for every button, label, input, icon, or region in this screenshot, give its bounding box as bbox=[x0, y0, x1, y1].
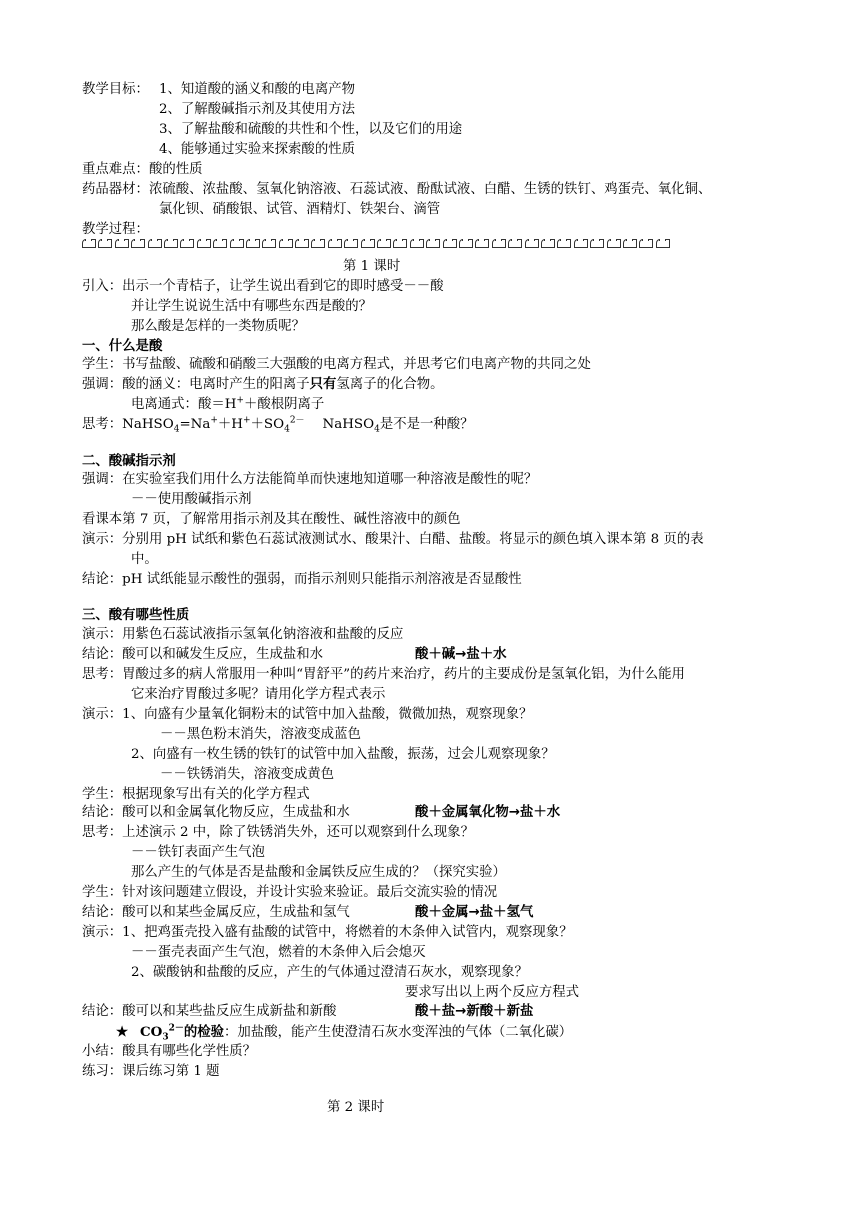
s3-demo2-2r: －－铁锈消失，溶液变成黄色 bbox=[160, 767, 335, 782]
s3-c2: 结论：酸可以和金属氧化物反应，生成盐和水 bbox=[82, 805, 350, 820]
folder-icon bbox=[656, 239, 670, 248]
folder-icon bbox=[98, 239, 112, 248]
folder-icon bbox=[246, 239, 260, 248]
folder-icon bbox=[115, 239, 129, 248]
folder-icon bbox=[82, 239, 96, 248]
s3-student3: 学生：针对该问题建立假设，并设计实验来验证。最后交流实验的情况 bbox=[82, 885, 498, 900]
goal-3: 3、了解盐酸和硫酸的共性和个性，以及它们的用途 bbox=[159, 122, 463, 137]
folder-icon bbox=[328, 239, 342, 248]
folder-icon bbox=[525, 239, 539, 248]
folder-icon bbox=[148, 239, 162, 248]
s1-stress: 强调：酸的涵义：电离时产生的阳离子只有氢离子的化合物。 bbox=[82, 377, 444, 392]
s2-demo-2: 中。 bbox=[131, 552, 158, 567]
folder-icon bbox=[639, 239, 653, 248]
s2-demo-1: 演示：分别用 pH 试纸和紫色石蕊试液测试水、酸果汁、白醋、盐酸。将显示的颜色填入课本第 8 页的表 bbox=[82, 532, 704, 547]
s1-formula: 电离通式：酸＝H+＋酸根阴离子 bbox=[131, 395, 325, 412]
folder-icon bbox=[131, 239, 145, 248]
s3-practice: 练习：课后练习第 1 题 bbox=[82, 1064, 220, 1079]
s3-demo2-1r: －－黑色粉末消失，溶液变成蓝色 bbox=[160, 727, 361, 742]
s3-think2-r: －－铁钉表面产生气泡 bbox=[131, 845, 265, 860]
section-1-heading: 一、什么是酸 bbox=[82, 339, 163, 354]
folder-icon bbox=[607, 239, 621, 248]
s3-summary: 小结：酸具有哪些化学性质？ bbox=[82, 1044, 257, 1059]
folder-icon bbox=[574, 239, 588, 248]
s3-demo3-1r: －－蛋壳表面产生气泡，燃着的木条伸入后会熄灭 bbox=[131, 945, 426, 960]
s3-c1-rule: 酸＋碱→盐＋水 bbox=[415, 647, 507, 662]
folder-icon bbox=[230, 239, 244, 248]
s3-demo2-1: 演示：1、向盛有少量氧化铜粉末的试管中加入盐酸，微微加热，观察现象？ bbox=[82, 707, 533, 722]
s3-demo1: 演示：用紫色石蕊试液指示氢氧化钠溶液和盐酸的反应 bbox=[82, 627, 404, 642]
s1-student: 学生：书写盐酸、硫酸和硝酸三大强酸的电离方程式，并思考它们电离产物的共同之处 bbox=[82, 357, 591, 372]
goals-label: 教学目标： bbox=[82, 82, 149, 97]
star-icon: ★ bbox=[116, 1024, 129, 1040]
folder-icon bbox=[213, 239, 227, 248]
s3-c4-rule: 酸＋盐→新酸＋新盐 bbox=[415, 1004, 534, 1019]
s3-think2-q: 那么产生的气体是否是盐酸和金属铁反应生成的？（探究实验） bbox=[131, 865, 506, 880]
folder-icon bbox=[311, 239, 325, 248]
folder-icon bbox=[262, 239, 276, 248]
folder-icon bbox=[410, 239, 424, 248]
s3-think1-1: 思考：胃酸过多的病人常服用一种叫“胃舒平”的药片来治疗，药片的主要成份是氢氧化铝，为什么能用 bbox=[82, 667, 685, 682]
s3-c3-rule: 酸＋金属→盐＋氢气 bbox=[415, 905, 534, 920]
s3-think2: 思考：上述演示 2 中，除了铁锈消失外，还可以观察到什么现象？ bbox=[82, 825, 474, 840]
folder-icon bbox=[623, 239, 637, 248]
section-2-heading: 二、酸碱指示剂 bbox=[82, 454, 176, 469]
intro-line-3: 那么酸是怎样的一类物质呢？ bbox=[131, 319, 306, 334]
folder-icon bbox=[557, 239, 571, 248]
s3-demo2-2: 2、向盛有一枚生锈的铁钉的试管中加入盐酸，振荡，过会儿观察现象？ bbox=[131, 747, 555, 762]
folder-icon bbox=[393, 239, 407, 248]
s3-demo3-2: 2、碳酸钠和盐酸的反应，产生的气体通过澄清石灰水，观察现象？ bbox=[131, 965, 528, 980]
s2-conclusion: 结论：pH 试纸能显示酸性的强弱，而指示剂则只能指示剂溶液是否显酸性 bbox=[82, 572, 522, 587]
section-3-heading: 三、酸有哪些性质 bbox=[82, 608, 190, 623]
s1-think: 思考：$NaHSO_4=Na^++H^++SO_4^{2-}$ NaHSO$_4$是不是一种酸？ bbox=[82, 415, 474, 435]
folder-icon bbox=[180, 239, 194, 248]
s3-co3-test: ★ $CO_3^{2-}$的检验：加盐酸，能产生使澄清石灰水变浑浊的气体（二氧化碳） bbox=[116, 1023, 573, 1043]
s3-think1-2: 它来治疗胃酸过多呢？请用化学方程式表示 bbox=[131, 687, 386, 702]
s2-read: 看课本第 7 页，了解常用指示剂及其在酸性、碱性溶液中的颜色 bbox=[82, 512, 461, 527]
materials-line-1: 药品器材：浓硫酸、浓盐酸、氢氧化钠溶液、石蕊试液、酚酞试液、白醋、生锈的铁钉、鸡蛋壳、氧化铜、 bbox=[82, 182, 712, 197]
folder-icon bbox=[295, 239, 309, 248]
s3-demo3-req: 要求写出以上两个反应方程式 bbox=[405, 985, 580, 1000]
lesson2-title: 第 2 课时 bbox=[327, 1100, 385, 1115]
folder-icon bbox=[279, 239, 293, 248]
s3-c2-rule: 酸＋金属氧化物→盐＋水 bbox=[415, 805, 561, 820]
s2-answer: －－使用酸碱指示剂 bbox=[131, 492, 252, 507]
materials-line-2: 氯化钡、硝酸银、试管、酒精灯、铁架台、滴管 bbox=[159, 202, 441, 217]
folder-icon bbox=[197, 239, 211, 248]
goal-1: 1、知道酸的涵义和酸的电离产物 bbox=[159, 82, 355, 97]
intro-line-2: 并让学生说说生活中有哪些东西是酸的？ bbox=[131, 299, 373, 314]
folder-icon bbox=[377, 239, 391, 248]
folder-icon bbox=[475, 239, 489, 248]
goal-2: 2、了解酸碱指示剂及其使用方法 bbox=[159, 102, 355, 117]
folder-icon bbox=[164, 239, 178, 248]
intro-line-1: 引入：出示一个青桔子，让学生说出看到它的即时感受－－酸 bbox=[82, 279, 444, 294]
focus-line: 重点难点：酸的性质 bbox=[82, 162, 203, 177]
folder-icon bbox=[443, 239, 457, 248]
s2-stress: 强调：在实验室我们用什么方法能简单而快速地知道哪一种溶液是酸性的呢？ bbox=[82, 472, 538, 487]
s3-c1: 结论：酸可以和碱发生反应，生成盐和水 bbox=[82, 647, 324, 662]
process-label: 教学过程： bbox=[82, 222, 149, 237]
s3-c3: 结论：酸可以和某些金属反应，生成盐和氢气 bbox=[82, 905, 350, 920]
folder-icon bbox=[426, 239, 440, 248]
folder-icon bbox=[492, 239, 506, 248]
s3-c4: 结论：酸可以和某些盐反应生成新盐和新酸 bbox=[82, 1004, 337, 1019]
lesson1-title: 第 1 课时 bbox=[343, 259, 401, 274]
folder-icon bbox=[508, 239, 522, 248]
folder-icon bbox=[361, 239, 375, 248]
goal-4: 4、能够通过实验来探索酸的性质 bbox=[159, 142, 355, 157]
folder-border-decoration bbox=[82, 239, 674, 251]
s3-demo3-1: 演示：1、把鸡蛋壳投入盛有盐酸的试管中，将燃着的木条伸入试管内，观察现象？ bbox=[82, 925, 573, 940]
s3-student2: 学生：根据现象写出有关的化学方程式 bbox=[82, 787, 310, 802]
folder-icon bbox=[344, 239, 358, 248]
folder-icon bbox=[459, 239, 473, 248]
folder-icon bbox=[590, 239, 604, 248]
folder-icon bbox=[541, 239, 555, 248]
